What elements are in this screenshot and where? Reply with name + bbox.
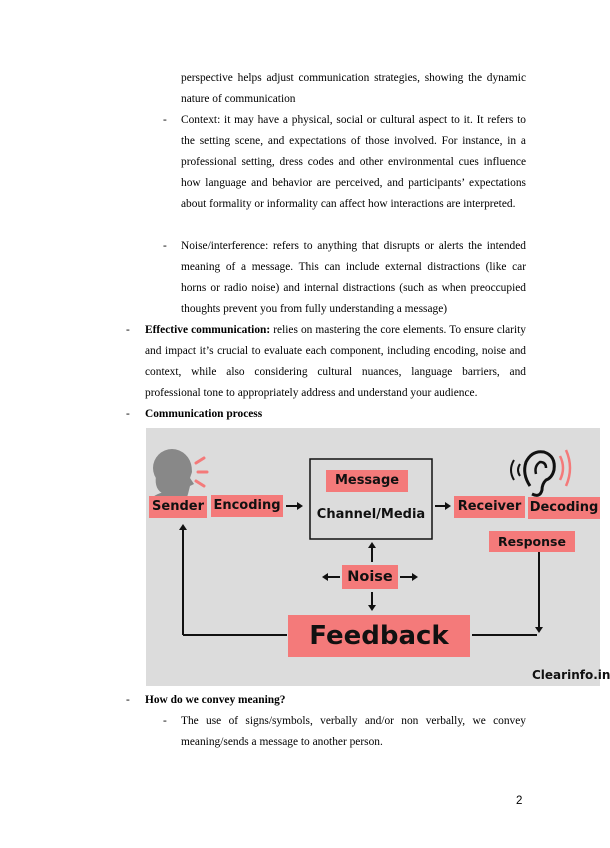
effective-communication-paragraph bbox=[145, 320, 526, 404]
convey-meaning-paragraph: The use of signs/symbols, verbally and/or non verbally, we convey meaning/sends a message to another person. bbox=[181, 715, 526, 748]
speaking-head-icon bbox=[150, 449, 207, 500]
bullet-dash: - bbox=[126, 408, 130, 420]
communication-process-diagram bbox=[146, 428, 610, 686]
message-label: Message bbox=[326, 470, 408, 492]
sender-label: Sender bbox=[149, 496, 207, 518]
communication-process-heading bbox=[145, 404, 526, 425]
convey-meaning-heading bbox=[145, 690, 526, 711]
effective-communication-body: relies on mastering the core elements. To ensure clarity and impact it’s crucial to evaluate each component, including encoding, noise and context, while also considering cultural nuances, language barriers, and professional tone to appropriately address and understand your audience. bbox=[145, 324, 526, 399]
noise-paragraph: Noise/interference: refers to anything that disrupts or alerts the intended meaning of a message. This can include external distractions (like car horns or radio noise) and internal distractions (such as when preoccupied thoughts prevent you from fully understanding a message) bbox=[181, 240, 526, 315]
clearinfo-credit: Clearinfo.in bbox=[532, 668, 610, 682]
communication-process-heading-text: Communication process bbox=[145, 408, 263, 420]
channel-media-label: Channel/Media bbox=[316, 507, 426, 522]
noise-label: Noise bbox=[342, 565, 398, 589]
perspective-paragraph: perspective helps adjust communication strategies, showing the dynamic nature of communication bbox=[181, 72, 526, 105]
bullet-dash: - bbox=[163, 240, 167, 252]
convey-meaning-heading-text: How do we convey meaning? bbox=[145, 694, 286, 706]
encoding-label: Encoding bbox=[211, 495, 283, 517]
decoding-label: Decoding bbox=[528, 497, 600, 519]
bullet-dash: - bbox=[126, 694, 130, 706]
page-number: 2 bbox=[516, 795, 523, 807]
effective-communication-heading: Effective communication: bbox=[145, 324, 271, 336]
response-label: Response bbox=[489, 531, 575, 552]
bullet-dash: - bbox=[126, 324, 130, 336]
context-paragraph: Context: it may have a physical, social or cultural aspect to it. It refers to the setting scene, and expectations of those involved. For instance, in a professional setting, dress codes and other environmental cues influence how language and behavior are perceived, and participants’ expectations about formality or informality can affect how interactions are interpreted. bbox=[181, 114, 526, 210]
bullet-dash: - bbox=[163, 715, 167, 727]
bullet-dash: - bbox=[163, 114, 167, 126]
feedback-label: Feedback bbox=[288, 615, 470, 657]
receiver-label: Receiver bbox=[454, 496, 525, 518]
ear-icon bbox=[511, 450, 570, 495]
